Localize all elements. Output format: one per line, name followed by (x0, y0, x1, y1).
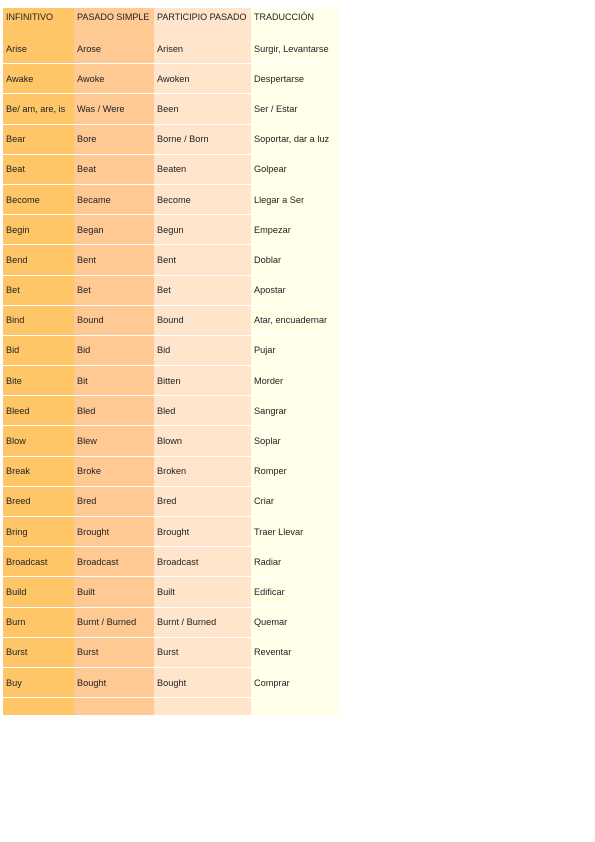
cell-traduccion: Edificar (251, 577, 339, 607)
cell-traduccion: Despertarse (251, 64, 339, 94)
cell-pasado-simple: Became (74, 184, 154, 214)
cell-infinitivo: Awake (3, 64, 74, 94)
cell-participio-pasado: Bent (154, 245, 251, 275)
cell-infinitivo: Bleed (3, 396, 74, 426)
cell-traduccion: Empezar (251, 215, 339, 245)
table-row (3, 426, 339, 456)
cell-traduccion: Sangrar (251, 396, 339, 426)
cell-participio-pasado: Broadcast (154, 547, 251, 577)
cell-infinitivo: Be/ am, are, is (3, 94, 74, 124)
table-body (3, 34, 339, 715)
table-row (3, 94, 339, 124)
table-row (3, 124, 339, 154)
cell-traduccion: Ser / Estar (251, 94, 339, 124)
cell-infinitivo: Bend (3, 245, 74, 275)
table-footer-band (3, 698, 339, 716)
empty-cell (74, 698, 154, 716)
table-row (3, 245, 339, 275)
empty-cell (251, 698, 339, 716)
cell-infinitivo: Buy (3, 667, 74, 697)
cell-pasado-simple: Built (74, 577, 154, 607)
cell-pasado-simple: Blew (74, 426, 154, 456)
cell-traduccion: Surgir, Levantarse (251, 34, 339, 64)
header-pasado-simple: PASADO SIMPLE (74, 8, 154, 34)
irregular-verbs-table (3, 8, 339, 715)
table-row (3, 547, 339, 577)
cell-infinitivo: Beat (3, 154, 74, 184)
table-header-row (3, 8, 339, 34)
cell-participio-pasado: Become (154, 184, 251, 214)
cell-traduccion: Comprar (251, 667, 339, 697)
cell-pasado-simple: Brought (74, 517, 154, 547)
cell-infinitivo: Begin (3, 215, 74, 245)
cell-traduccion: Doblar (251, 245, 339, 275)
table-row (3, 305, 339, 335)
cell-pasado-simple: Burst (74, 637, 154, 667)
cell-participio-pasado: Borne / Born (154, 124, 251, 154)
cell-pasado-simple: Arose (74, 34, 154, 64)
table-row (3, 366, 339, 396)
cell-participio-pasado: Bled (154, 396, 251, 426)
cell-traduccion: Radiar (251, 547, 339, 577)
table-row (3, 486, 339, 516)
cell-traduccion: Llegar a Ser (251, 184, 339, 214)
cell-traduccion: Traer Llevar (251, 517, 339, 547)
cell-participio-pasado: Awoken (154, 64, 251, 94)
empty-cell (154, 698, 251, 716)
cell-participio-pasado: Bred (154, 486, 251, 516)
cell-pasado-simple: Beat (74, 154, 154, 184)
cell-infinitivo: Bring (3, 517, 74, 547)
table-row (3, 275, 339, 305)
cell-infinitivo: Burn (3, 607, 74, 637)
cell-traduccion: Romper (251, 456, 339, 486)
cell-infinitivo: Bet (3, 275, 74, 305)
cell-participio-pasado: Bought (154, 667, 251, 697)
cell-traduccion: Soportar, dar a luz (251, 124, 339, 154)
header-traduccion: TRADUCCIÓN (251, 8, 339, 34)
table-row (3, 335, 339, 365)
cell-traduccion: Quemar (251, 607, 339, 637)
cell-participio-pasado: Bet (154, 275, 251, 305)
table-row (3, 517, 339, 547)
header-participio-pasado: PARTICIPIO PASADO (154, 8, 251, 34)
table-row (3, 34, 339, 64)
cell-traduccion: Soplar (251, 426, 339, 456)
cell-traduccion: Atar, encuadernar (251, 305, 339, 335)
cell-participio-pasado: Burst (154, 637, 251, 667)
table-row (3, 456, 339, 486)
cell-pasado-simple: Bit (74, 366, 154, 396)
cell-infinitivo: Broadcast (3, 547, 74, 577)
cell-participio-pasado: Broken (154, 456, 251, 486)
cell-participio-pasado: Bitten (154, 366, 251, 396)
cell-pasado-simple: Bore (74, 124, 154, 154)
cell-infinitivo: Bear (3, 124, 74, 154)
cell-participio-pasado: Arisen (154, 34, 251, 64)
cell-participio-pasado: Built (154, 577, 251, 607)
cell-participio-pasado: Beaten (154, 154, 251, 184)
table-row (3, 215, 339, 245)
cell-infinitivo: Breed (3, 486, 74, 516)
cell-participio-pasado: Begun (154, 215, 251, 245)
empty-cell (3, 698, 74, 716)
cell-traduccion: Reventar (251, 637, 339, 667)
cell-traduccion: Apostar (251, 275, 339, 305)
cell-pasado-simple: Broadcast (74, 547, 154, 577)
cell-pasado-simple: Burnt / Burned (74, 607, 154, 637)
cell-participio-pasado: Blown (154, 426, 251, 456)
cell-infinitivo: Bite (3, 366, 74, 396)
cell-pasado-simple: Bet (74, 275, 154, 305)
table-row (3, 64, 339, 94)
cell-pasado-simple: Broke (74, 456, 154, 486)
table-row (3, 184, 339, 214)
header-infinitivo: INFINITIVO (3, 8, 74, 34)
cell-participio-pasado: Bid (154, 335, 251, 365)
cell-infinitivo: Build (3, 577, 74, 607)
table-row (3, 396, 339, 426)
table-row (3, 607, 339, 637)
cell-traduccion: Golpear (251, 154, 339, 184)
cell-infinitivo: Burst (3, 637, 74, 667)
cell-pasado-simple: Awoke (74, 64, 154, 94)
cell-participio-pasado: Brought (154, 517, 251, 547)
table-row (3, 667, 339, 697)
cell-pasado-simple: Bound (74, 305, 154, 335)
cell-traduccion: Pujar (251, 335, 339, 365)
cell-participio-pasado: Burnt / Burned (154, 607, 251, 637)
cell-participio-pasado: Bound (154, 305, 251, 335)
cell-pasado-simple: Began (74, 215, 154, 245)
table-row (3, 154, 339, 184)
cell-infinitivo: Bid (3, 335, 74, 365)
cell-traduccion: Criar (251, 486, 339, 516)
cell-pasado-simple: Was / Were (74, 94, 154, 124)
cell-pasado-simple: Bent (74, 245, 154, 275)
cell-pasado-simple: Bled (74, 396, 154, 426)
table-row (3, 637, 339, 667)
cell-infinitivo: Break (3, 456, 74, 486)
cell-infinitivo: Become (3, 184, 74, 214)
table-row (3, 577, 339, 607)
cell-traduccion: Morder (251, 366, 339, 396)
cell-infinitivo: Bind (3, 305, 74, 335)
cell-pasado-simple: Bought (74, 667, 154, 697)
cell-pasado-simple: Bid (74, 335, 154, 365)
cell-infinitivo: Arise (3, 34, 74, 64)
cell-pasado-simple: Bred (74, 486, 154, 516)
cell-participio-pasado: Been (154, 94, 251, 124)
cell-infinitivo: Blow (3, 426, 74, 456)
